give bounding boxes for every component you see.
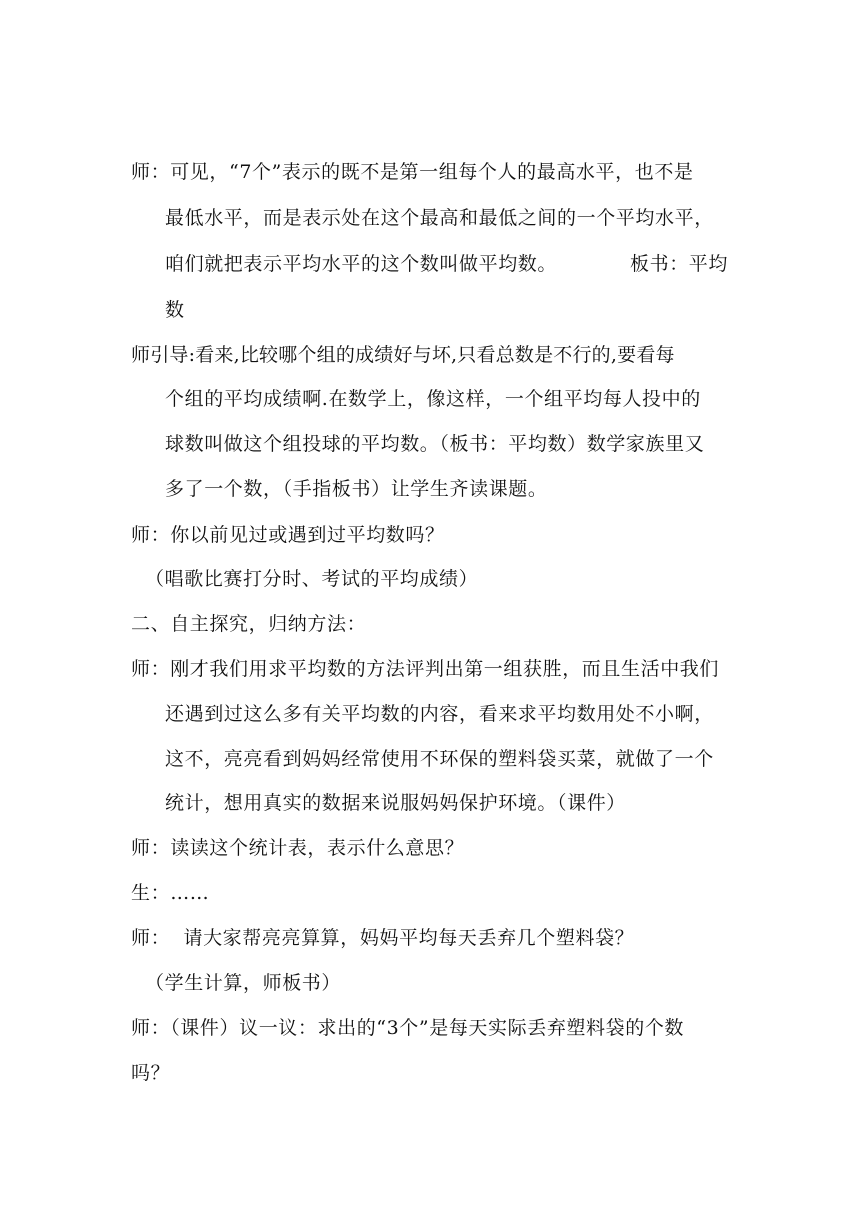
paragraph-line: 师：你以前见过或遇到过平均数吗？ <box>131 524 445 546</box>
paragraph-line: 多了一个数，（手指板书）让学生齐读课题。 <box>165 478 548 500</box>
paragraph-line: （唱歌比赛打分时、考试的平均成绩） <box>145 568 479 590</box>
paragraph-line: （学生计算，师板书） <box>145 972 342 994</box>
paragraph-line: 师： 请大家帮亮亮算算，妈妈平均每天丢弃几个塑料袋？ <box>131 927 635 949</box>
paragraph-line: 个组的平均成绩啊.在数学上，像这样，一个组平均每人投中的 <box>165 388 701 410</box>
board-note: 板书：平均 <box>630 253 729 275</box>
paragraph-line: 这不，亮亮看到妈妈经常使用不环保的塑料袋买菜，就做了一个 <box>165 748 714 770</box>
section-heading: 二、自主探究，归纳方法： <box>131 613 367 635</box>
paragraph-line: 球数叫做这个组投球的平均数。（板书：平均数）数学家族里又 <box>165 433 705 455</box>
paragraph-line: 咱们就把表示平均水平的这个数叫做平均数。 <box>165 253 558 275</box>
paragraph-line: 还遇到过这么多有关平均数的内容，看来求平均数用处不小啊， <box>165 703 714 725</box>
paragraph-line: 师：刚才我们用求平均数的方法评判出第一组获胜，而且生活中我们 <box>131 658 720 680</box>
paragraph-line: 师引导:看来,比较哪个组的成绩好与坏,只看总数是不行的,要看每 <box>131 344 675 366</box>
paragraph-line: 师：读读这个统计表，表示什么意思？ <box>131 837 465 859</box>
paragraph-line: 生：…… <box>131 882 210 904</box>
paragraph-line: 统计，想用真实的数据来说服妈妈保护环境。（课件） <box>165 792 626 814</box>
paragraph-line: 吗？ <box>131 1062 171 1084</box>
paragraph-line: 师：（课件）议一议：求出的“3个”是每天实际丢弃塑料袋的个数 <box>131 1017 685 1039</box>
paragraph-line: 数 <box>165 299 185 321</box>
paragraph-line: 师：可见，“7个”表示的既不是第一组每个人的最高水平，也不是 <box>131 161 694 183</box>
paragraph-line: 最低水平，而是表示处在这个最高和最低之间的一个平均水平， <box>165 207 714 229</box>
